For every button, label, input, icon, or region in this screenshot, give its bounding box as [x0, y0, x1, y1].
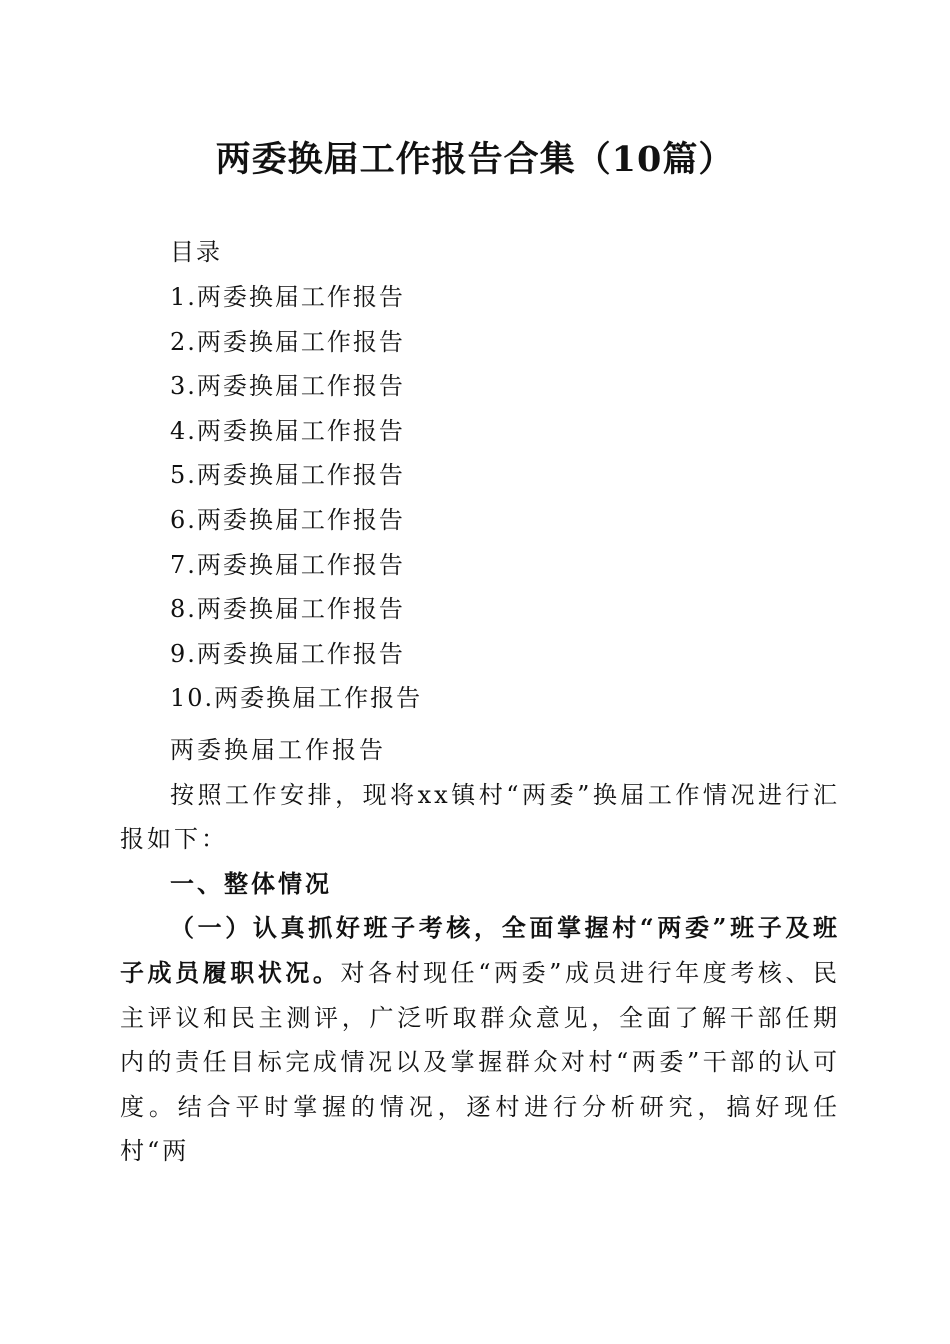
toc-item: 8.两委换届工作报告 — [170, 595, 405, 624]
toc-item: 7.两委换届工作报告 — [170, 550, 405, 579]
toc-item: 4.两委换届工作报告 — [170, 416, 405, 445]
toc-item: 1.两委换届工作报告 — [170, 283, 405, 311]
toc-item: 10.两委换届工作报告 — [170, 684, 423, 713]
heading-overall-situation: 一、整体情况 — [170, 868, 332, 898]
table-of-contents — [170, 281, 422, 727]
toc-item: 9.两委换届工作报告 — [170, 639, 405, 668]
intro-paragraph: 按照工作安排，现将xx镇村“两委”换届工作情况进行汇报如下： — [120, 780, 840, 854]
report-body — [120, 728, 840, 1174]
toc-item: 2.两委换届工作报告 — [170, 327, 405, 356]
toc-item: 3.两委换届工作报告 — [170, 372, 405, 401]
section-title: 两委换届工作报告 — [170, 736, 386, 764]
toc-heading: 目录 — [170, 238, 222, 266]
toc-item: 6.两委换届工作报告 — [170, 505, 405, 534]
body-text: 对各村现任“两委”成员进行年度考核、民主评议和民主测评，广泛听取群众意见，全面了解干部任期内的责任目标完成情况以及掌握群众对村“两委”干部的认可度。结合平时掌握的情况，逐村进行分析研究，搞好现任村“两 — [120, 958, 840, 1166]
sub-heading: （一）认真抓好班子考核，全面掌握村“两委”班子及班子成员履职状况。 — [120, 913, 840, 987]
body-paragraph — [120, 906, 840, 1174]
document-title: 两委换届工作报告合集（10篇） — [215, 139, 735, 180]
toc-item: 5.两委换届工作报告 — [170, 461, 405, 490]
